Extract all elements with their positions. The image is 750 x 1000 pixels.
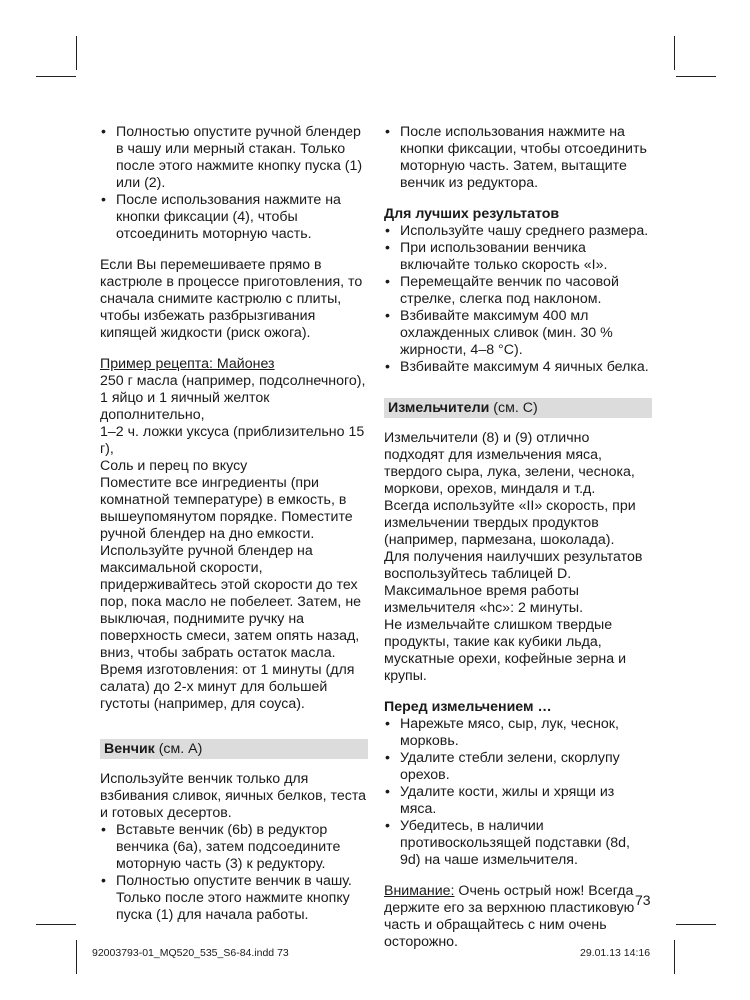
chopper-title: Измельчители	[388, 400, 490, 416]
right-column	[384, 124, 652, 951]
footer-date: 29.01.13 14:16	[580, 947, 651, 959]
best-results-title: Для лучших результатов	[384, 206, 560, 222]
left-column	[100, 124, 368, 924]
list-item: • При использовании венчика включайте только скорость «I».	[384, 240, 652, 274]
list-item: • Вставьте венчик (6b) в редуктор венчика (6a), затем подсоедините моторную часть (3) к редуктору.	[100, 822, 368, 873]
pot-warning-paragraph: Если Вы перемешиваете прямо в кастрюле в процессе приготовления, то сначала снимите кастрюлю с плиты, чтобы избежать разбрызгивания кипящей жидкости (риск ожога).	[100, 257, 363, 341]
chopper-paragraph: Максимальное время работы измельчителя «hc»: 2 минуты.	[384, 583, 584, 616]
recipe-line: 1 яйцо и 1 яичный желток дополнительно,	[100, 390, 270, 423]
list-item: • Убедитесь, в наличии противоскользящей подставки (8d, 9d) на чаше измельчителя.	[384, 818, 652, 869]
list-item: • Используйте чашу среднего размера.	[384, 223, 652, 240]
list-item: • Полностью опустите венчик в чашу. Только после этого нажмите кнопку пуска (1) для начала работы.	[100, 873, 368, 924]
crop-mark	[676, 76, 716, 77]
list-item: • После использования нажмите на кнопки фиксации (4), чтобы отсоединить моторную часть.	[100, 192, 368, 243]
chopper-paragraph: Измельчители (8) и (9) отлично подходят для измельчения мяса, твердого сыра, лука, зелени, чеснока, моркови, орехов, миндаля и т.д.	[384, 430, 635, 497]
caution-text: Очень острый нож! Всегда держите его за верхнюю пластиковую часть и обращайтесь с ним очень осторожно.	[384, 883, 635, 950]
crop-mark	[674, 36, 675, 70]
before-chopping-title: Перед измельчением …	[384, 699, 552, 715]
list-item: • Взбивайте максимум 400 мл охлажденных сливок (мин. 30 % жирности, 4–8 °С).	[384, 308, 652, 359]
crop-mark	[674, 940, 675, 974]
best-results-bullets	[384, 223, 652, 376]
whisk-ref: (см. A)	[154, 741, 203, 757]
chopper-paragraph: Всегда используйте «II» скорость, при измельчении твердых продуктов (например, пармезана, шоколада).	[384, 498, 636, 548]
whisk-title: Венчик	[104, 741, 155, 757]
crop-mark	[76, 36, 77, 70]
list-item: • Взбивайте максимум 4 яичных белка.	[384, 359, 652, 376]
caution-paragraph	[384, 883, 652, 951]
whisk-section-header	[100, 739, 368, 759]
crop-mark	[676, 924, 716, 925]
recipe-title: Пример рецепта: Майонез	[100, 356, 275, 372]
list-item: • Нарежьте мясо, сыр, лук, чеснок, морковь.	[384, 716, 652, 750]
footer-file: 92003793-01_MQ520_535_S6-84.indd 73	[92, 947, 289, 959]
before-chopping-bullets	[384, 716, 652, 869]
page-number: 73	[635, 892, 651, 908]
whisk-remove-bullets	[384, 124, 652, 192]
blender-bullets	[100, 124, 368, 243]
list-item: • Удалите кости, жилы и хрящи из мяса.	[384, 784, 652, 818]
recipe-line: 1–2 ч. ложки уксуса (приблизительно 15 г),	[100, 424, 365, 457]
list-item: • После использования нажмите на кнопки фиксации, чтобы отсоединить моторную часть. Затем, вытащите венчик из редуктора.	[384, 124, 652, 192]
crop-mark	[36, 76, 76, 77]
recipe-instructions: Поместите все ингредиенты (при комнатной температуре) в емкость, в вышеупомянутом порядке. Поместите ручной блендер на дно емкости. Используйте ручной блендер на максимальной скорости, придерживайтесь этой скорости до тех пор, пока масло не побелеет. Затем, не выключая, поднимите ручку на поверхность смеси, затем опять назад, вниз, чтобы забрать остаток масла. Время изготовления: от 1 минуты (для салата) до 2-х минут для большей густоты (например, для соуса).	[100, 475, 362, 712]
chopper-paragraph: Для получения наилучших результатов воспользуйтесь таблицей D.	[384, 549, 643, 582]
recipe-line: 250 г масла (например, подсолнечного),	[100, 373, 366, 389]
crop-mark	[76, 940, 77, 974]
whisk-bullets	[100, 822, 368, 924]
whisk-intro: Используйте венчик только для взбивания сливок, яичных белков, теста и готовых десертов.	[100, 771, 367, 821]
chopper-section-header	[384, 398, 652, 418]
chopper-ref: (см. C)	[489, 400, 538, 416]
list-item: • Удалите стебли зелени, скорлупу орехов.	[384, 750, 652, 784]
list-item: • Перемещайте венчик по часовой стрелке, слегка под наклоном.	[384, 274, 652, 308]
list-item: • Полностью опустите ручной блендер в чашу или мерный стакан. Только после этого нажмите кнопку пуска (1) или (2).	[100, 124, 368, 192]
chopper-paragraph: Не измельчайте слишком твердые продукты, такие как кубики льда, мускатные орехи, кофейные зерна и крупы.	[384, 617, 626, 684]
caution-label: Внимание:	[384, 883, 455, 899]
recipe-line: Соль и перец по вкусу	[100, 458, 248, 474]
crop-mark	[36, 924, 76, 925]
